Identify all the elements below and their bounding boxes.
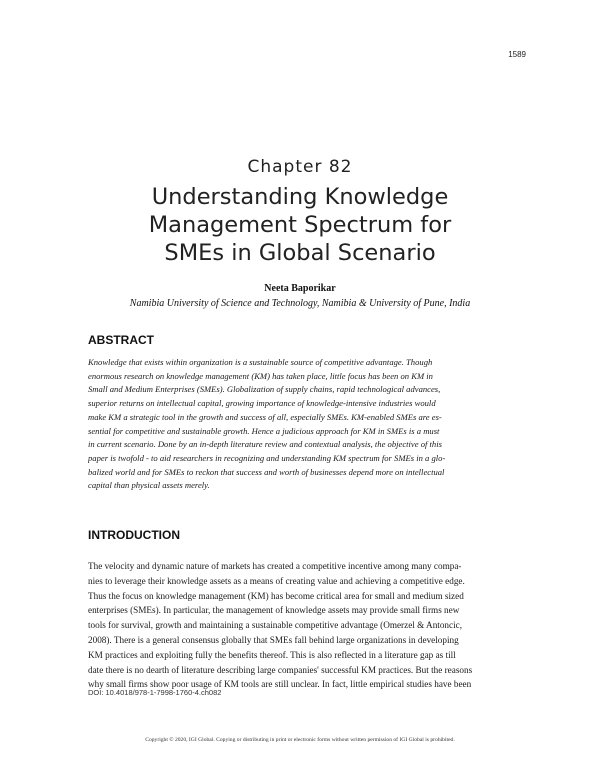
chapter-label: Chapter 82 bbox=[247, 157, 353, 177]
abstract-body bbox=[88, 356, 518, 493]
intro-line: KM practices and exploiting fully the benefits thereof. This is also reflected in a literature gap as till bbox=[88, 649, 456, 660]
abstract-heading: ABSTRACT bbox=[88, 333, 154, 347]
intro-line: The velocity and dynamic nature of markets has created a competitive incentive among many compa- bbox=[88, 561, 462, 571]
author-name: Neeta Baporikar bbox=[264, 283, 336, 294]
doi-link[interactable]: DOI: 10.4018/978-1-7998-1760-4.ch082 bbox=[88, 688, 222, 697]
copyright-notice: Copyright © 2020, IGI Global. Copying or distributing in print or electronic forms without written permission of IGI Global is prohibited. bbox=[145, 737, 455, 743]
page-number: 1589 bbox=[508, 50, 526, 59]
abstract-line: paper is twofold - to aid researchers in recognizing and understanding KM spectrum for SMEs in a glo- bbox=[88, 452, 446, 463]
title-line: Management Spectrum for bbox=[148, 212, 452, 238]
abstract-line: Small and Medium Enterprises (SMEs). Globalization of supply chains, rapid technological advances, bbox=[88, 384, 441, 395]
author-affiliation: Namibia University of Science and Technology, Namibia & University of Pune, India bbox=[129, 298, 471, 309]
abstract-line: make KM a strategic tool in the growth and success of all, especially SMEs. KM-enabled SMEs are es- bbox=[88, 411, 442, 422]
abstract-line: capital than physical assets merely. bbox=[88, 480, 210, 491]
intro-line: Thus the focus on knowledge management (KM) has become critical area for small and medium sized bbox=[88, 590, 464, 601]
abstract-line: in current scenario. Done by an in-depth literature review and contextual analysis, the objective of this bbox=[88, 439, 442, 450]
intro-line: enterprises (SMEs). In particular, the management of knowledge assets may provide small firms new bbox=[88, 605, 460, 616]
title-line: Understanding Knowledge bbox=[151, 184, 449, 210]
intro-line: nies to leverage their knowledge assets as a means of creating value and achieving a competitive edge. bbox=[88, 575, 465, 586]
abstract-line: enormous research on knowledge management (KM) has taken place, little focus has been on KM in bbox=[88, 370, 433, 381]
introduction-body bbox=[88, 559, 518, 692]
intro-line: tools for survival, growth and maintaining a sustainable competitive advantage (Omerzel & Antoncic, bbox=[88, 620, 463, 631]
paper-title bbox=[60, 183, 540, 267]
intro-line: why small firms show poor usage of KM tools are still unclear. In fact, little empirical studies have been bbox=[88, 679, 472, 690]
abstract-line: superior returns on intellectual capital, growing importance of knowledge-intensive industries would bbox=[88, 398, 436, 409]
abstract-line: sential for competitive and sustainable growth. Hence a judicious approach for KM in SMEs is a must bbox=[88, 425, 440, 436]
abstract-line: balized world and for SMEs to reckon that success and worth of businesses depend more on intellectual bbox=[88, 466, 445, 477]
intro-line: 2008). There is a general consensus globally that SMEs fall behind large organizations in developing bbox=[88, 634, 459, 645]
title-line: SMEs in Global Scenario bbox=[164, 240, 436, 266]
abstract-line: Knowledge that exists within organization is a sustainable source of competitive advantage. Though bbox=[88, 357, 433, 367]
introduction-heading: INTRODUCTION bbox=[88, 528, 180, 542]
intro-line: date there is no dearth of literature describing large companies' successful KM practices. But the reasons bbox=[88, 664, 473, 675]
